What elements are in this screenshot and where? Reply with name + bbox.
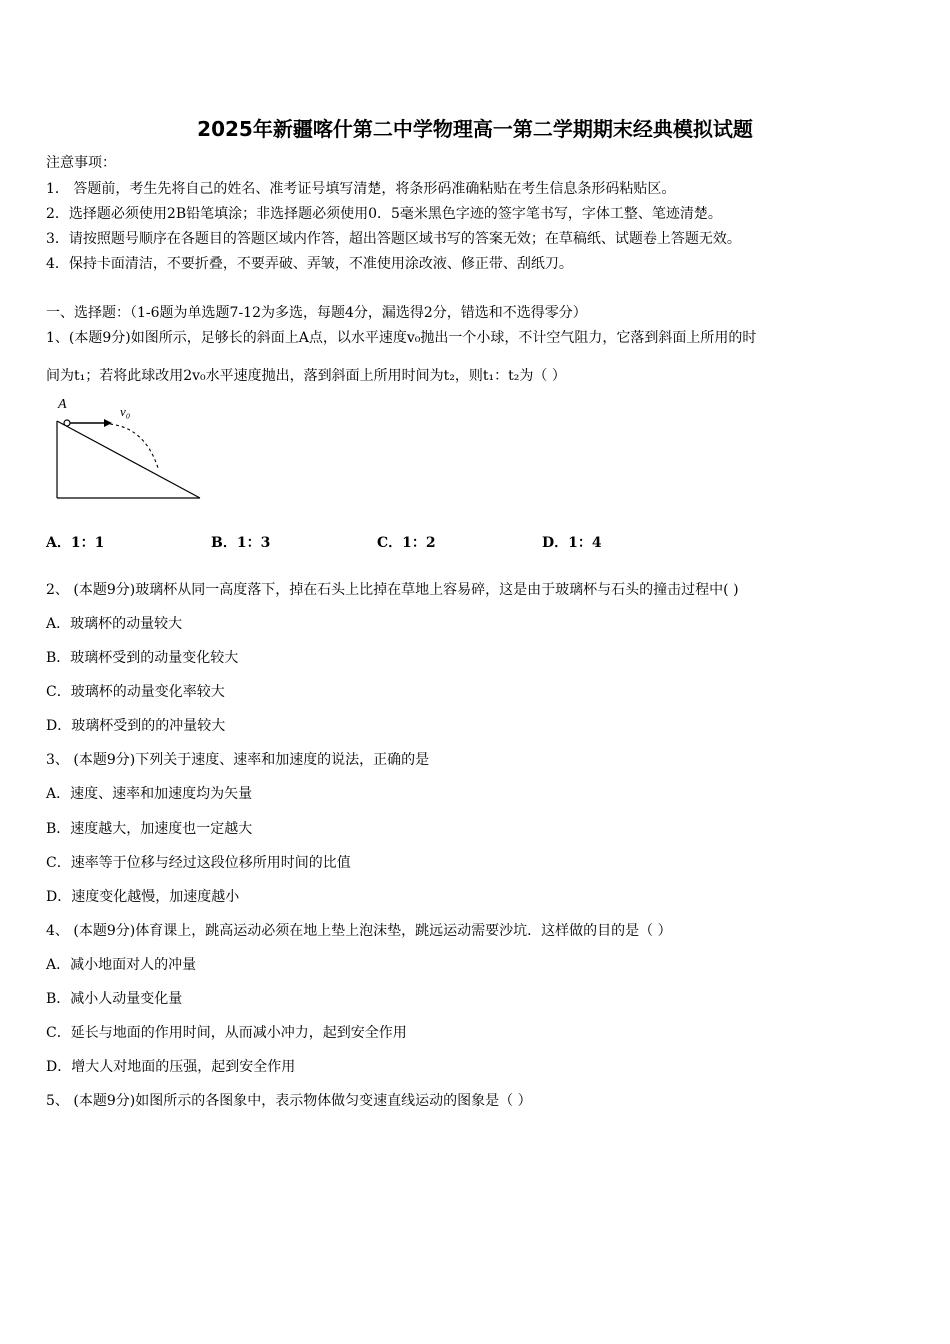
q2-stem: 2、 (本题9分)玻璃杯从同一高度落下，掉在石头上比掉在草地上容易碎，这是由于玻璃杯与石头的撞击过程中( ) (46, 582, 739, 598)
q3-option-a: A．速度、速率和加速度均为矢量 (46, 786, 253, 802)
q1-option-a: A．1：1 (46, 535, 105, 551)
notice-item-1: 1． 答题前，考生先将自己的姓名、准考证号填写清楚，将条形码准确粘贴在考生信息条形码粘贴区。 (46, 181, 676, 197)
q4-option-b: B．减小人动量变化量 (46, 991, 183, 1007)
incline-projectile-figure (50, 392, 210, 504)
ball-icon (64, 420, 70, 426)
q2-option-c: C．玻璃杯的动量变化率较大 (46, 684, 225, 700)
q3-option-b: B．速度越大，加速度也一定越大 (46, 821, 253, 837)
velocity-arrow-head-icon (104, 419, 112, 427)
q4-option-c: C．延长与地面的作用时间，从而减小冲力，起到安全作用 (46, 1025, 407, 1041)
notice-item-3: 3．请按照题号顺序在各题目的答题区域内作答，超出答题区域书写的答案无效；在草稿纸、试题卷上答题无效。 (46, 231, 741, 247)
q3-option-d: D．速度变化越慢，加速度越小 (46, 889, 240, 905)
q2-option-d: D．玻璃杯受到的的冲量较大 (46, 718, 226, 734)
incline-slope (57, 421, 200, 498)
section-heading: 一、选择题：（1-6题为单选题7-12为多选，每题4分，漏选得2分，错选和不选得零分） (46, 305, 587, 321)
q2-option-a: A．玻璃杯的动量较大 (46, 616, 183, 632)
q3-stem: 3、 (本题9分)下列关于速度、速率和加速度的说法，正确的是 (46, 752, 430, 768)
q3-option-c: C．速率等于位移与经过这段位移所用时间的比值 (46, 855, 351, 871)
q2-option-b: B．玻璃杯受到的动量变化较大 (46, 650, 239, 666)
q1-option-d: D．1：4 (542, 535, 602, 551)
notice-heading: 注意事项： (46, 155, 116, 171)
notice-item-2: 2．选择题必须使用2B铅笔填涂；非选择题必须使用0．5毫米黑色字迹的签字笔书写，字体工整、笔迹清楚。 (46, 206, 722, 222)
page-title: 2025年新疆喀什第二中学物理高一第二学期期末经典模拟试题 (197, 117, 753, 141)
q4-option-d: D．增大人对地面的压强，起到安全作用 (46, 1059, 296, 1075)
velocity-label: v₀ (120, 404, 131, 419)
trajectory-dashed-curve (110, 424, 158, 468)
q1-option-b: B．1：3 (211, 535, 271, 551)
q1-stem-line2: 间为t₁；若将此球改用2v₀水平速度抛出，落到斜面上所用时间为t₂，则t₁：t₂为（ ） (46, 368, 566, 384)
q4-stem: 4、 (本题9分)体育课上，跳高运动必须在地上垫上泡沫垫，跳远运动需要沙坑．这样做的目的是（ ） (46, 923, 672, 939)
q1-option-c: C．1：2 (377, 535, 436, 551)
q5-stem: 5、 (本题9分)如图所示的各图象中，表示物体做匀变速直线运动的图象是（ ） (46, 1093, 532, 1109)
q4-option-a: A．减小地面对人的冲量 (46, 957, 197, 973)
point-a-label: A (58, 397, 67, 412)
notice-item-4: 4．保持卡面清洁，不要折叠，不要弄破、弄皱，不准使用涂改液、修正带、刮纸刀。 (46, 256, 573, 272)
q1-stem-line1: 1、(本题9分)如图所示，足够长的斜面上A点，以水平速度v₀抛出一个小球，不计空气阻力，它落到斜面上所用的时 (46, 330, 757, 346)
